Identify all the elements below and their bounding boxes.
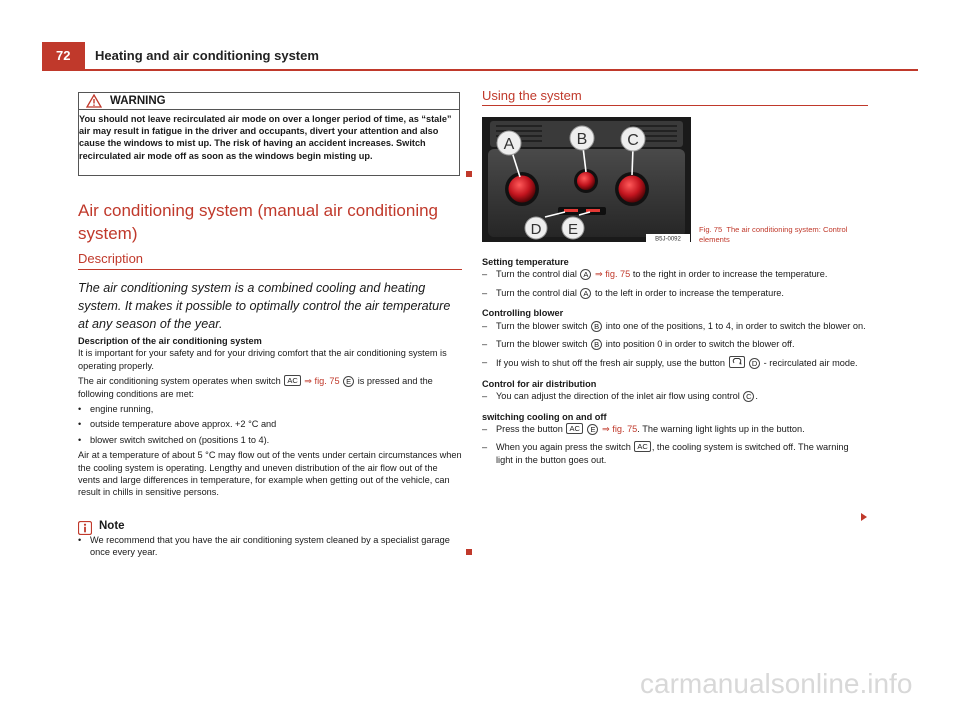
figure-reference-link[interactable]: ⇒ fig. 75 — [602, 424, 638, 435]
temperature-step-2 — [482, 287, 866, 299]
callout-d: D — [749, 358, 760, 369]
temperature-heading: Setting temperature — [482, 257, 569, 267]
watermark: carmanualsonline.info — [640, 668, 913, 699]
text-span: , the cooling system is switched off. The warning light in the button goes out. — [496, 442, 849, 465]
warning-triangle-icon — [86, 94, 102, 108]
description-heading: Description of the air conditioning system — [78, 336, 262, 346]
text-span: - recirculated air mode. — [763, 358, 858, 369]
text-span: Turn the blower switch — [496, 339, 588, 350]
cooling-step-2 — [482, 441, 866, 466]
text-span: . The warning light lights up in the button. — [637, 424, 805, 435]
figure-caption-number: Fig. 75 — [699, 225, 723, 234]
figure-callout-e — [562, 217, 584, 239]
distribution-heading: Control for air distribution — [482, 378, 597, 389]
text-span: to the right in order to increase the temperature. — [632, 269, 828, 280]
svg-text:C: C — [627, 132, 639, 149]
text-span: Turn the control dial — [496, 269, 577, 280]
description-paragraph-1: It is important for your safety and for your driving comfort that the air conditioning system is operating properly. — [78, 348, 447, 371]
blower-step-2 — [482, 338, 866, 350]
condition-item: • outside temperature above approx. +2 °C and — [78, 418, 462, 430]
text-span: into one of the positions, 1 to 4, in order to switch the blower on. — [605, 320, 866, 331]
distribution-step-1 — [482, 390, 866, 402]
svg-text:B: B — [576, 131, 588, 148]
temperature-step-1 — [482, 268, 866, 280]
note-text: • We recommend that you have the air conditioning system cleaned by a specialist garage once every year. — [78, 534, 462, 559]
callout-b: B — [591, 321, 602, 332]
text-span: If you wish to shut off the fresh air supply, use the button — [496, 358, 725, 369]
blower-step-3 — [482, 356, 866, 369]
svg-text:A: A — [503, 136, 515, 153]
figure-callout-b — [570, 126, 594, 150]
ac-key-symbol: AC — [284, 375, 300, 386]
section-end-mark — [466, 549, 472, 555]
callout-e: E — [587, 424, 598, 435]
description-block — [78, 335, 462, 499]
subtitle-rule — [78, 269, 462, 270]
text-span: . — [755, 391, 758, 402]
condition-item: • engine running, — [78, 403, 462, 415]
callout-b: B — [591, 339, 602, 350]
text-span: When you again press the switch — [496, 442, 631, 453]
figure-code: B5J-0092 — [655, 236, 681, 242]
usage-title: Using the system — [482, 88, 582, 103]
text-span: into position 0 in order to switch the blower off. — [605, 339, 795, 350]
text-span: The air conditioning system operates when switch — [78, 376, 281, 387]
section-end-mark — [466, 171, 472, 177]
figure-reference-link[interactable]: ⇒ fig. 75 — [594, 269, 631, 280]
svg-text:E: E — [567, 221, 579, 238]
cooling-heading: switching cooling on and off — [482, 411, 607, 422]
text-span: to the left in order to increase the temperature. — [594, 287, 784, 298]
section-subtitle: Description — [78, 251, 144, 266]
figure-caption — [699, 225, 869, 245]
ac-key-symbol: AC — [634, 441, 650, 452]
control-panel-illustration — [482, 117, 691, 242]
running-header-title: Heating and air conditioning system — [95, 48, 319, 63]
cooling-step-1 — [482, 423, 866, 435]
ac-key-symbol: AC — [566, 423, 582, 434]
text-span: Turn the blower switch — [496, 320, 588, 331]
figure-callout-c — [621, 127, 645, 151]
header-rule — [42, 69, 918, 71]
blower-step-1 — [482, 320, 866, 332]
callout-a: A — [580, 269, 591, 280]
figure-callout-d — [525, 217, 547, 239]
warning-text: You should not leave recirculated air mode on over a longer period of time, as “stale” air may result in fatigue in the driver and occupants, divert your attention and also cause the windows to mist up. The risk of having an accident increases. Switch recirculated air mode off as soon as the windows begin misting up. — [79, 114, 452, 161]
info-note-icon — [78, 521, 92, 535]
figure-reference-link[interactable]: ⇒ fig. 75 — [304, 376, 340, 387]
description-paragraph-2 — [78, 375, 462, 400]
usage-title-rule — [482, 105, 868, 106]
figure-caption-text: The air conditioning system: Control elements — [699, 225, 848, 244]
text-span: You can adjust the direction of the inlet air flow using control — [496, 391, 740, 402]
svg-text:D: D — [530, 221, 542, 238]
intro-paragraph: The air conditioning system is a combined cooling and heating system. It makes it possible to optimally control the air temperature at any season of the year. — [78, 281, 451, 331]
continue-arrow-icon — [860, 512, 868, 522]
text-span: Turn the control dial — [496, 287, 577, 298]
usage-instructions — [482, 256, 866, 466]
page-number: 72 — [42, 42, 85, 69]
section-title: Air conditioning system (manual air conditioning system) — [78, 201, 439, 243]
text-span: is pressed and the following conditions are met: — [78, 376, 433, 399]
description-paragraph-3: Air at a temperature of about 5 °C may flow out of the vents under certain circumstances when the cooling system is operating. Lengthy and uneven distribution of the air flow out of the vents and large differences in temperature, for example when getting out of the vehicle, can result in chills in sensitive persons. — [78, 450, 462, 498]
figure-control-elements — [482, 117, 691, 242]
callout-e: E — [343, 376, 354, 387]
warning-label: WARNING — [110, 95, 166, 107]
recirculation-icon — [729, 356, 745, 368]
callout-c: C — [743, 391, 754, 402]
blower-heading: Controlling blower — [482, 308, 564, 319]
text-span: Press the button — [496, 424, 563, 435]
note-label: Note — [99, 520, 125, 532]
callout-a: A — [580, 288, 591, 299]
figure-callout-a — [497, 131, 521, 155]
condition-item: • blower switch switched on (positions 1 to 4). — [78, 434, 462, 446]
